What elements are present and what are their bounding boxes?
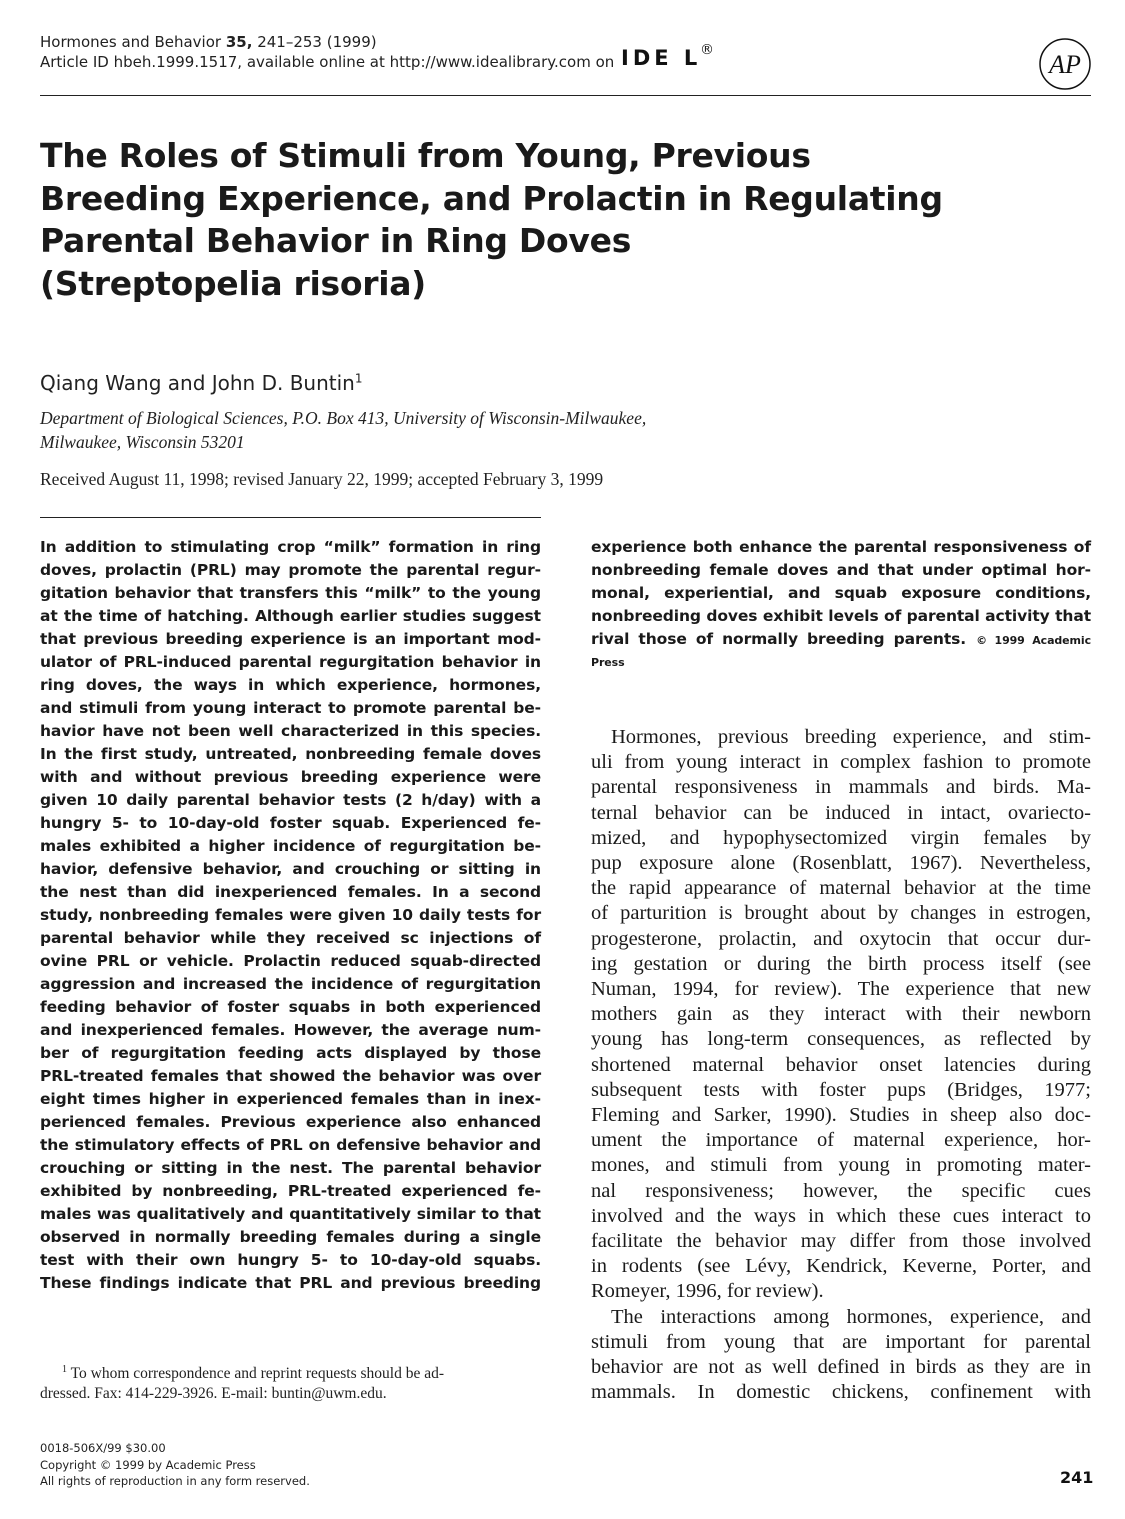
abstract-line: and stimuli from young interact to promote parental be- [40, 699, 541, 717]
body-line: mothers gain as they interact with their newborn [591, 1003, 1091, 1026]
abstract-line: perienced females. Previous experience also enhanced [40, 1113, 541, 1131]
footnote-line [40, 1360, 541, 1384]
body-line: behavior are not as well defined in birds as they are in [591, 1356, 1091, 1379]
abstract-divider [40, 517, 541, 518]
abstract-line: feeding behavior of foster squabs in both experienced [40, 998, 541, 1016]
abstract-line: havior, defensive behavior, and crouching or sitting in [40, 860, 541, 878]
abstract-line: PRL-treated females that showed the behavior was over [40, 1067, 541, 1085]
journal-volume: 35, [225, 33, 253, 51]
ideal-library-logo: IDE L [621, 46, 702, 70]
footnote-marker: 1 [62, 1364, 67, 1375]
abstract-line: the stimulatory effects of PRL on defensive behavior and [40, 1136, 541, 1154]
abstract-line: observed in normally breeding females during a single [40, 1228, 541, 1246]
abstract-line: parental behavior while they received sc injections of [40, 929, 541, 947]
article-id-line: Article ID hbeh.1999.1517, available online at http://www.idealibrary.com on [40, 53, 615, 71]
imprint-line: 0018-506X/99 $30.00 [40, 1441, 166, 1455]
abstract-line: nonbreeding female doves and that under optimal hor- [591, 561, 1091, 579]
body-line: parental responsiveness in mammals and birds. Ma- [591, 776, 1091, 799]
body-line: ing gestation or during the birth process itself (see [591, 952, 1091, 975]
abstract-line: aggression and increased the incidence of regurgitation [40, 975, 541, 993]
copyright-imprint [40, 1440, 310, 1490]
imprint-line: All rights of reproduction in any form reserved. [40, 1474, 310, 1488]
body-line: involved and the ways in which these cues interact to [591, 1204, 1091, 1227]
body-line: uli from young interact in complex fashion to promote [591, 751, 1091, 774]
body-line: Hormones, previous breeding experience, and stim- [611, 726, 1091, 748]
page-number: 241 [1060, 1468, 1094, 1487]
body-line: young has long-term consequences, as reflected by [591, 1028, 1091, 1051]
title-line: Breeding Experience, and Prolactin in Regulating [40, 178, 943, 218]
abstract-line: experience both enhance the parental responsiveness of [591, 538, 1091, 556]
affiliation-line: Department of Biological Sciences, P.O. Box 413, University of Wisconsin-Milwaukee, [40, 408, 647, 428]
body-line: mized, and hypophysectomized virgin females by [591, 826, 1091, 849]
abstract-left-column [40, 536, 541, 1295]
abstract-line: that previous breeding experience is an important mod- [40, 630, 541, 648]
imprint-line: Copyright © 1999 by Academic Press [40, 1457, 256, 1472]
abstract-line: nonbreeding doves exhibit levels of parental activity that [591, 607, 1091, 625]
body-line: pup exposure alone (Rosenblatt, 1967). Nevertheless, [591, 852, 1091, 875]
body-line: Fleming and Sarker, 1990). Studies in sheep also doc- [591, 1104, 1091, 1127]
publisher-logo-text: AP [1049, 50, 1081, 79]
journal-citation [40, 33, 377, 51]
body-line: of parturition is brought about by changes in estrogen, [591, 902, 1091, 925]
journal-name: Hormones and Behavior [40, 33, 222, 51]
abstract-line: ber of regurgitation feeding acts displayed by those [40, 1044, 541, 1062]
author-list [40, 371, 363, 395]
footnote-text: To whom correspondence and reprint requests should be ad- [70, 1365, 444, 1383]
abstract-line: In addition to stimulating crop “milk” formation in ring [40, 538, 541, 556]
abstract-line: given 10 daily parental behavior tests (2 h/day) with a [40, 791, 541, 809]
abstract-line: eight times higher in experienced females than in inex- [40, 1090, 541, 1108]
abstract-line: gitation behavior that transfers this “milk” to the young [40, 584, 541, 602]
abstract-line: hungry 5- to 10-day-old foster squab. Experienced fe- [40, 814, 541, 832]
abstract-line: ovine PRL or vehicle. Prolactin reduced squab-directed [40, 952, 541, 970]
abstract-line: These findings indicate that PRL and previous breeding [40, 1274, 541, 1292]
abstract-line: In the first study, untreated, nonbreeding female doves [40, 745, 541, 763]
abstract-line: ulator of PRL-induced parental regurgitation behavior in [40, 653, 541, 671]
title-line: The Roles of Stimuli from Young, Previous [40, 136, 811, 175]
abstract-line-text: rival those of normally breeding parents. [591, 630, 967, 648]
academic-press-logo [1038, 37, 1092, 91]
abstract-line: test with their own hungry 5- to 10-day-old squabs. [40, 1251, 541, 1269]
abstract-line: crouching or sitting in the nest. The parental behavior [40, 1159, 541, 1177]
body-line: mones, and stimuli from young in promoting mater- [591, 1154, 1091, 1177]
affiliation [40, 406, 646, 454]
body-line: mammals. In domestic chickens, confinement with [591, 1381, 1091, 1404]
body-line: in rodents (see Lévy, Kendrick, Keverne, Porter, and [591, 1255, 1091, 1278]
body-line: nal responsiveness; however, the specific cues [591, 1179, 1091, 1202]
abstract-line: the nest than did inexperienced females. In a second [40, 883, 541, 901]
author-footnote-marker: 1 [354, 371, 363, 386]
abstract-line: doves, prolactin (PRL) may promote the parental regur- [40, 561, 541, 579]
abstract-line: and inexperienced females. However, the average num- [40, 1021, 541, 1039]
header-divider [40, 95, 1091, 96]
body-line: stimuli from young that are important for parental [591, 1330, 1091, 1353]
title-line: (Streptopelia risoria) [40, 263, 426, 303]
footnote-line: dressed. Fax: 414-229-3926. E-mail: buntin@uwm.edu. [40, 1385, 387, 1403]
abstract-line: monal, experiential, and squab exposure conditions, [591, 584, 1091, 602]
body-line: The interactions among hormones, experience, and [611, 1305, 1091, 1328]
abstract-line: study, nonbreeding females were given 10 daily tests for [40, 906, 541, 924]
abstract-line: with and without previous breeding experience were [40, 768, 541, 786]
body-line: ument the importance of maternal experience, hor- [591, 1129, 1091, 1152]
abstract-line: males was qualitatively and quantitatively similar to that [40, 1205, 541, 1223]
title-line: Parental Behavior in Ring Doves [40, 221, 632, 260]
body-line: subsequent tests with foster pups (Bridges, 1977; [591, 1078, 1091, 1101]
body-line: ternal behavior can be induced in intact, ovariecto- [591, 801, 1091, 824]
body-line: Romeyer, 1996, for review). [591, 1280, 824, 1303]
abstract-right-column [591, 536, 1091, 674]
body-line: shortened maternal behavior onset latencies during [591, 1053, 1091, 1076]
article-title [40, 135, 1040, 305]
affiliation-line: Milwaukee, Wisconsin 53201 [40, 432, 245, 452]
abstract-line: exhibited by nonbreeding, PRL-treated experienced fe- [40, 1182, 541, 1200]
abstract-copyright: © 1999 Academic [976, 634, 1091, 647]
abstract-line: at the time of hatching. Although earlier studies suggest [40, 607, 541, 625]
abstract-copyright-tail: Press [591, 656, 625, 669]
received-dates: Received August 11, 1998; revised January 22, 1999; accepted February 3, 1999 [40, 469, 604, 489]
journal-pages-year: 241–253 (1999) [257, 33, 377, 51]
body-line: progesterone, prolactin, and oxytocin that occur dur- [591, 927, 1091, 950]
body-line: Numan, 1994, for review). The experience that new [591, 978, 1091, 1001]
body-line: the rapid appearance of maternal behavior at the time [591, 877, 1091, 900]
abstract-line: ring doves, the ways in which experience, hormones, [40, 676, 541, 694]
abstract-line: havior have not been well characterized in this species. [40, 722, 541, 740]
author-names: Qiang Wang and John D. Buntin [40, 371, 355, 395]
body-line: facilitate the behavior may differ from those involved [591, 1230, 1091, 1253]
abstract-line: males exhibited a higher incidence of regurgitation be- [40, 837, 541, 855]
body-text-column [591, 725, 1091, 1405]
author-footnote [40, 1360, 541, 1404]
abstract-last-line [591, 628, 1091, 652]
registered-mark: ® [700, 42, 714, 58]
